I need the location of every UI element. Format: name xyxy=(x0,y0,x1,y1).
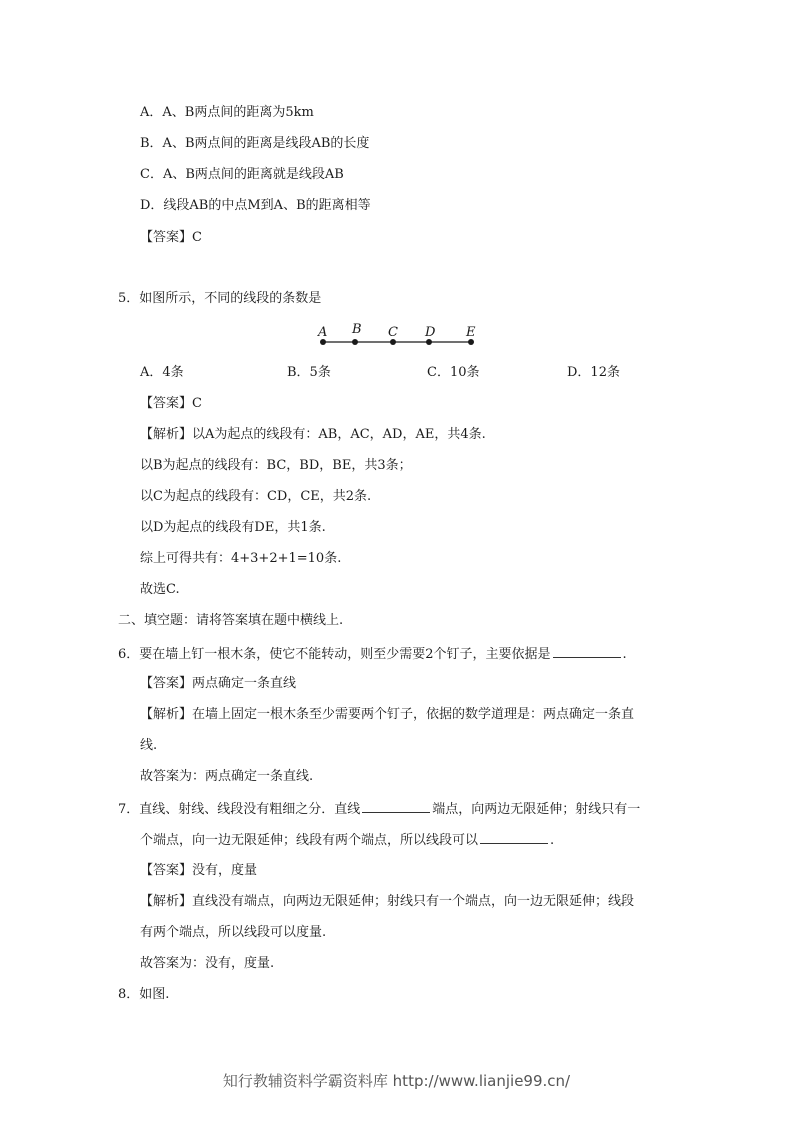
q8-stem: 8．如图. xyxy=(118,987,170,1002)
q6-answer: 【答案】两点确定一条直线 xyxy=(140,676,297,691)
q5-analysis-2: 以B为起点的线段有：BC，BD，BE，共3条； xyxy=(140,458,412,473)
q5-option-a: A．4条 xyxy=(140,365,184,380)
q7-blank-1[interactable] xyxy=(362,799,430,813)
q7-analysis-1: 【解析】直线没有端点，向两边无限延伸；射线只有一个端点，向一边无限延伸；线段 xyxy=(140,894,635,909)
q5-analysis-5: 综上可得共有：4+3+2+1=10条. xyxy=(140,551,342,566)
point-b xyxy=(352,339,358,345)
section-heading: 二、填空题：请将答案填在题中横线上. xyxy=(118,613,344,628)
q5-stem: 5．如图所示，不同的线段的条数是 xyxy=(118,291,322,306)
label-c: C xyxy=(388,325,398,340)
q6-stem-end: . xyxy=(622,647,627,662)
page-footer: 知行教辅资料学霸资料库 http://www.lianjie99.cn/ xyxy=(222,1072,571,1090)
q5-analysis-6: 故选C. xyxy=(140,582,180,597)
q5-option-d: D．12条 xyxy=(567,365,620,380)
q6-conclusion: 故答案为：两点确定一条直线. xyxy=(140,769,314,784)
q5-answer: 【答案】C xyxy=(140,396,202,411)
q6-stem xyxy=(118,644,627,664)
q7-conclusion: 故答案为：没有，度量. xyxy=(140,956,275,971)
q5-option-c: C．10条 xyxy=(427,365,480,380)
q7-answer: 【答案】没有，度量 xyxy=(140,863,258,878)
label-a: A xyxy=(318,325,328,340)
label-e: E xyxy=(466,325,476,340)
segment-figure xyxy=(310,322,490,352)
q5-analysis-3: 以C为起点的线段有：CD，CE，共2条. xyxy=(140,489,372,504)
q7-stem-1a: 7．直线、射线、线段没有粗细之分．直线 xyxy=(118,802,361,817)
q5-analysis-4: 以D为起点的线段有DE，共1条. xyxy=(140,520,326,535)
label-b: B xyxy=(352,322,362,337)
q7-stem-2b: . xyxy=(550,833,555,848)
q7-stem-line-2 xyxy=(140,830,554,850)
q6-analysis-2: 线. xyxy=(140,738,158,753)
q6-blank[interactable] xyxy=(553,644,621,658)
q7-stem-2a: 个端点，向一边无限延伸；线段有两个端点，所以线段可以 xyxy=(140,833,479,848)
q7-stem-line-1 xyxy=(118,799,640,819)
q5-option-b: B．5条 xyxy=(287,365,331,380)
q4-option-a: A．A、B两点间的距离为5km xyxy=(140,105,314,120)
q6-analysis-1: 【解析】在墙上固定一根木条至少需要两个钉子，依据的数学道理是：两点确定一条直 xyxy=(140,707,635,722)
q4-option-d: D．线段AB的中点M到A、B的距离相等 xyxy=(140,198,371,213)
q5-analysis-1: 【解析】以A为起点的线段有：AB，AC，AD，AE，共4条. xyxy=(140,427,486,442)
q6-stem-text: 6．要在墙上钉一根木条，使它不能转动，则至少需要2个钉子，主要依据是 xyxy=(118,647,551,662)
q7-stem-1b: 端点，向两边无限延伸；射线只有一 xyxy=(432,802,641,817)
q4-option-b: B．A、B两点间的距离是线段AB的长度 xyxy=(140,136,370,151)
q7-analysis-2: 有两个端点，所以线段可以度量. xyxy=(140,925,327,940)
q4-option-c: C．A、B两点间的距离就是线段AB xyxy=(140,167,344,182)
q4-answer: 【答案】C xyxy=(140,230,202,245)
q7-blank-2[interactable] xyxy=(480,830,548,844)
label-d: D xyxy=(425,325,436,340)
